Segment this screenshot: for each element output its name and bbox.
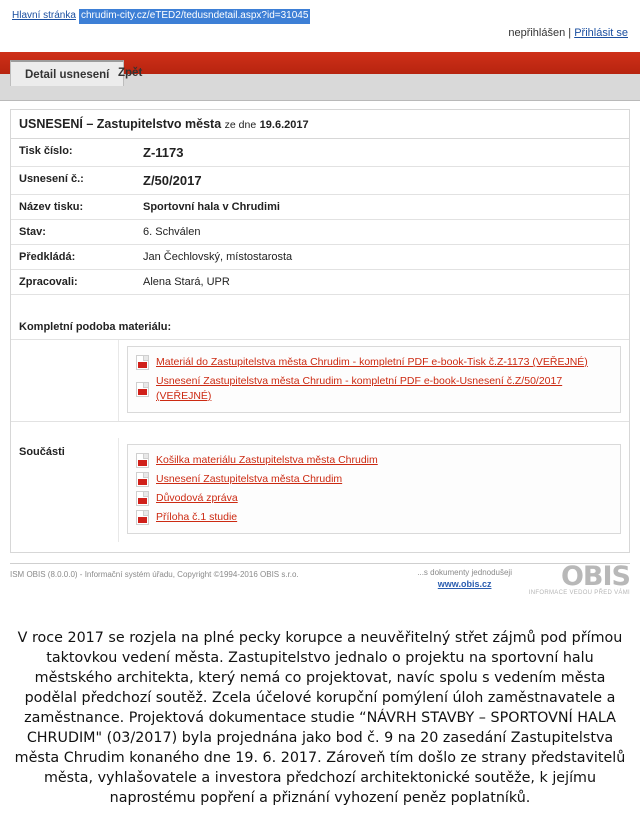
footer-slogan-block [417, 568, 512, 589]
list-item[interactable] [136, 451, 612, 470]
field-label-stav: Stav: [11, 220, 135, 245]
materials-row [11, 340, 629, 422]
pdf-icon [136, 472, 149, 487]
pdf-icon [136, 355, 149, 370]
list-item[interactable] [136, 353, 612, 372]
login-separator: | [568, 27, 572, 39]
footer-site-link[interactable]: www.obis.cz [437, 579, 492, 589]
pdf-icon [136, 382, 149, 397]
field-label-tisk-cislo: Tisk číslo: [11, 139, 135, 167]
materials-left-cell [11, 340, 119, 421]
part-link-duvodova-zprava[interactable]: Důvodová zpráva [156, 492, 238, 504]
page-title [11, 109, 629, 139]
field-value-nazev-tisku: Sportovní hala v Chrudimi [135, 195, 629, 220]
field-value-predklada: Jan Čechlovský, místostarosta [135, 245, 629, 270]
pdf-icon [136, 491, 149, 506]
field-label-nazev-tisku: Název tisku: [11, 195, 135, 220]
page-title-text: USNESENÍ – Zastupitelstvo města [19, 117, 222, 131]
part-link-kosilka[interactable]: Košilka materiálu Zastupitelstva města Chrudim [156, 454, 378, 466]
obis-logo-text: OBIS [560, 561, 630, 592]
main-content [0, 101, 640, 553]
spacer [11, 422, 629, 438]
list-item[interactable] [136, 508, 612, 527]
footer [10, 563, 630, 612]
field-value-zpracovali: Alena Stará, UPR [135, 270, 629, 295]
browser-bar [0, 0, 640, 52]
obis-logo [528, 561, 630, 596]
field-label-zpracovali: Zpracovali: [11, 270, 135, 295]
parts-heading: Součásti [11, 438, 119, 542]
table-row [11, 167, 629, 195]
tab-detail-usneseni[interactable]: Detail usnesení [10, 60, 124, 86]
footer-slogan: ...s dokumenty jednodušeji [417, 568, 512, 577]
field-value-tisk-cislo: Z-1173 [135, 139, 629, 167]
parts-row [11, 438, 629, 542]
detail-panel [10, 109, 630, 553]
table-row [11, 270, 629, 295]
page-title-date: 19.6.2017 [259, 119, 309, 131]
table-row [11, 139, 629, 167]
field-label-predklada: Předkládá: [11, 245, 135, 270]
url-text[interactable]: chrudim-city.cz/eTED2/tedusndetail.aspx?id=31045 [79, 9, 310, 24]
footer-copyright: ISM OBIS (8.0.0.0) - Informační systém úřadu, Copyright ©1994-2016 OBIS s.r.o. [10, 570, 299, 579]
table-row [11, 195, 629, 220]
spacer [11, 295, 629, 313]
tab-zpet[interactable]: Zpět [118, 67, 143, 79]
list-item[interactable] [136, 489, 612, 508]
field-value-stav: 6. Schválen [135, 220, 629, 245]
page-title-suffix: ze dne [224, 119, 257, 131]
commentary-text: V roce 2017 se rozjela na plné pecky korupce a neuvěřitelný střet zájmů pod přímou taktovkou vedení města. Zastupitelstvo jednalo o projektu na sportovní halu městského architekta, který nemá co projektovat, navíc spolu s vedením města podělal předchozí soutěž. Zcela účelové korupční pomýlení úloh zaměstnavatele a zaměstnance. Projektová dokumentace studie “NÁVRH STAVBY – SPORTOVNÍ HALA CHRUDIM" (03/2017) byla projednána jako bod č. 9 na 20 zasedání Zastupitelstva města Chrudim konaného dne 19. 6. 2017. Zároveň tím došlo ze strany představitelů města, vyhlašovatele a investora předchozí architektonické soutěže, k jejímu naprostému popření a přiznání vyhození peněz poplatníků. [14, 630, 626, 806]
tab-strip [0, 67, 640, 101]
commentary-block [14, 628, 626, 808]
pdf-icon [136, 453, 149, 468]
login-link[interactable]: Přihlásit se [574, 27, 628, 39]
material-link-usneseni[interactable]: Usnesení Zastupitelstva města Chrudim - kompletní PDF e-book-Usnesení č.Z/50/2017 (VEŘEJNÉ) [156, 375, 563, 402]
login-area [508, 27, 628, 39]
parts-list [127, 444, 621, 534]
list-item[interactable] [136, 470, 612, 489]
home-link[interactable]: Hlavní stránka [12, 10, 76, 21]
spacer [11, 542, 629, 552]
detail-table [11, 139, 629, 295]
field-label-usneseni-c: Usnesení č.: [11, 167, 135, 195]
table-row [11, 220, 629, 245]
obis-logo-tagline: INFORMACE VEDOU PŘED VÁMI [528, 590, 630, 596]
materials-list [127, 346, 621, 413]
login-status: nepřihlášen [508, 27, 566, 39]
table-row [11, 245, 629, 270]
pdf-icon [136, 510, 149, 525]
part-link-usneseni[interactable]: Usnesení Zastupitelstva města Chrudim [156, 473, 343, 485]
part-link-priloha-studie[interactable]: Příloha č.1 studie [156, 511, 238, 523]
material-link-tisk[interactable]: Materiál do Zastupitelstva města Chrudim - kompletní PDF e-book-Tisk č.Z-1173 (VEŘEJNÉ) [156, 356, 588, 368]
materials-heading: Kompletní podoba materiálu: [11, 313, 629, 340]
list-item[interactable] [136, 372, 612, 406]
field-value-usneseni-c: Z/50/2017 [135, 167, 629, 195]
